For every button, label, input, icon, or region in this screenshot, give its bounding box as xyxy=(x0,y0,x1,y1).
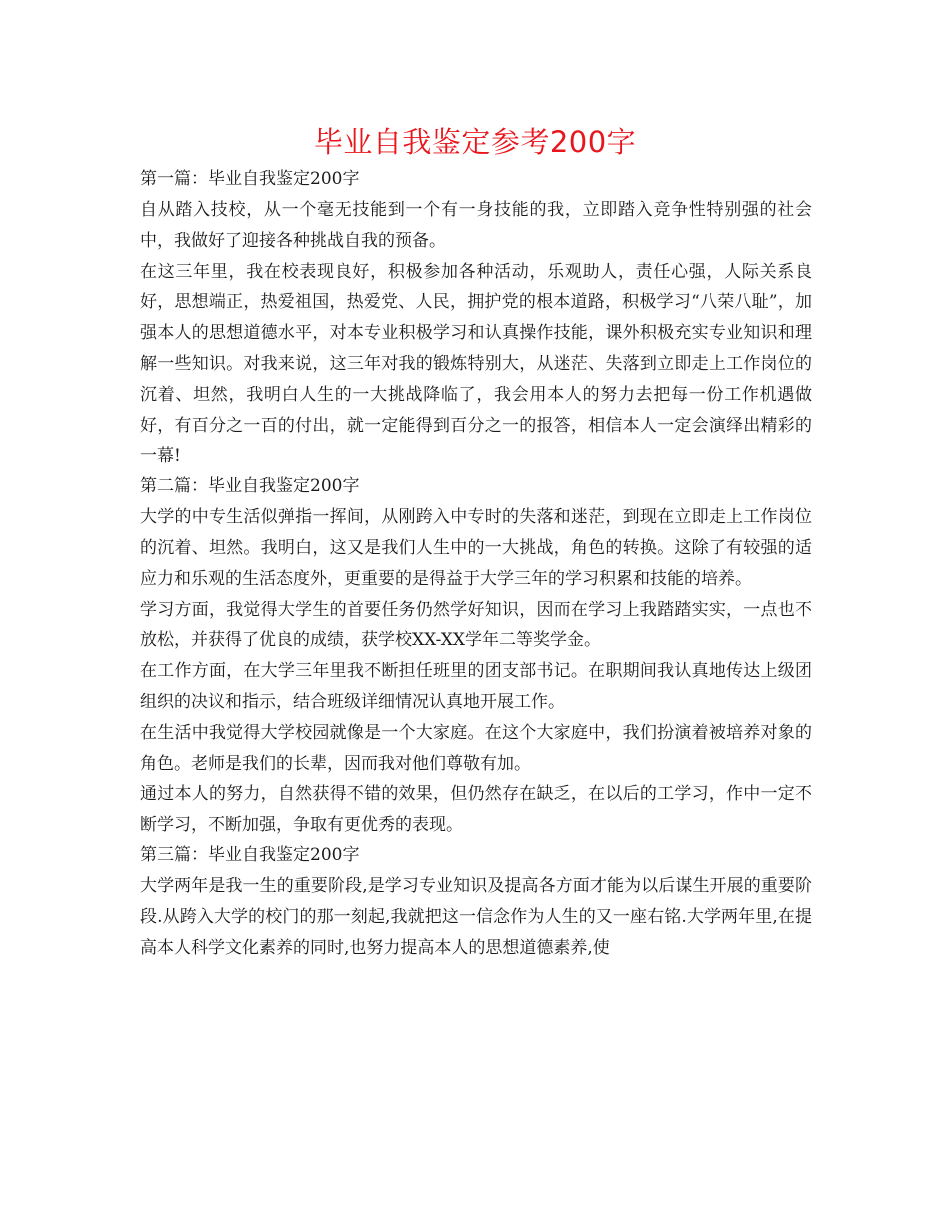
document-title: 毕业自我鉴定参考200字 xyxy=(313,125,637,159)
paragraph: 在生活中我觉得大学校园就像是一个大家庭。在这个大家庭中，我们扮演着被培养对象的角色。老师是我们的长辈，因而我对他们尊敬有加。 xyxy=(140,722,812,774)
paragraph: 自从踏入技校，从一个毫无技能到一个有一身技能的我，立即踏入竞争性特别强的社会中，我做好了迎接各种挑战自我的预备。 xyxy=(140,200,812,251)
paragraph: 在这三年里，我在校表现良好，积极参加各种活动，乐观助人，责任心强，人际关系良好，思想端正，热爱祖国，热爱党、人民，拥护党的根本道路，积极学习“八荣八耻”，加强本人的思想道德水平，对本专业积极学习和认真操作技能，课外积极充实专业知识和理解一些知识。对我来说，这三年对我的锻炼特别大，从迷茫、失落到立即走上工作岗位的沉着、坦然，我明白人生的一大挑战降临了，我会用本人的努力去把每一份工作机遇做好，有百分之一百的付出，就一定能得到百分之一的报答，相信本人一定会演绎出精彩的一幕! xyxy=(140,261,812,467)
paragraph: 大学两年是我一生的重要阶段,是学习专业知识及提高各方面才能为以后谋生开展的重要阶段.从跨入大学的校门的那一刻起,我就把这一信念作为人生的又一座右铭.大学两年里,在提高本人科学文化素养的同时,也努力提高本人的思想道德素养,使 xyxy=(140,875,812,958)
paragraph: 学习方面，我觉得大学生的首要任务仍然学好知识，因而在学习上我踏踏实实，一点也不放松，并获得了优良的成绩，获学校XX-XX学年二等奖学金。 xyxy=(140,599,812,651)
paragraph: 大学的中专生活似弹指一挥间，从刚跨入中专时的失落和迷茫，到现在立即走上工作岗位的沉着、坦然。我明白，这又是我们人生中的一大挑战，角色的转换。这除了有较强的适应力和乐观的生活态度外，更重要的是得益于大学三年的学习积累和技能的培养。 xyxy=(140,507,812,589)
paragraph: 通过本人的努力，自然获得不错的效果，但仍然存在缺乏，在以后的工学习，作中一定不断学习，不断加强，争取有更优秀的表现。 xyxy=(140,784,812,836)
section-heading-2: 第二篇：毕业自我鉴定200字 xyxy=(140,476,360,497)
section-heading-3: 第三篇：毕业自我鉴定200字 xyxy=(140,844,360,865)
section-heading-1: 第一篇：毕业自我鉴定200字 xyxy=(140,169,360,189)
document-body xyxy=(140,165,812,963)
paragraph: 在工作方面，在大学三年里我不断担任班里的团支部书记。在职期间我认真地传达上级团组织的决议和指示，结合班级详细情况认真地开展工作。 xyxy=(140,661,812,712)
